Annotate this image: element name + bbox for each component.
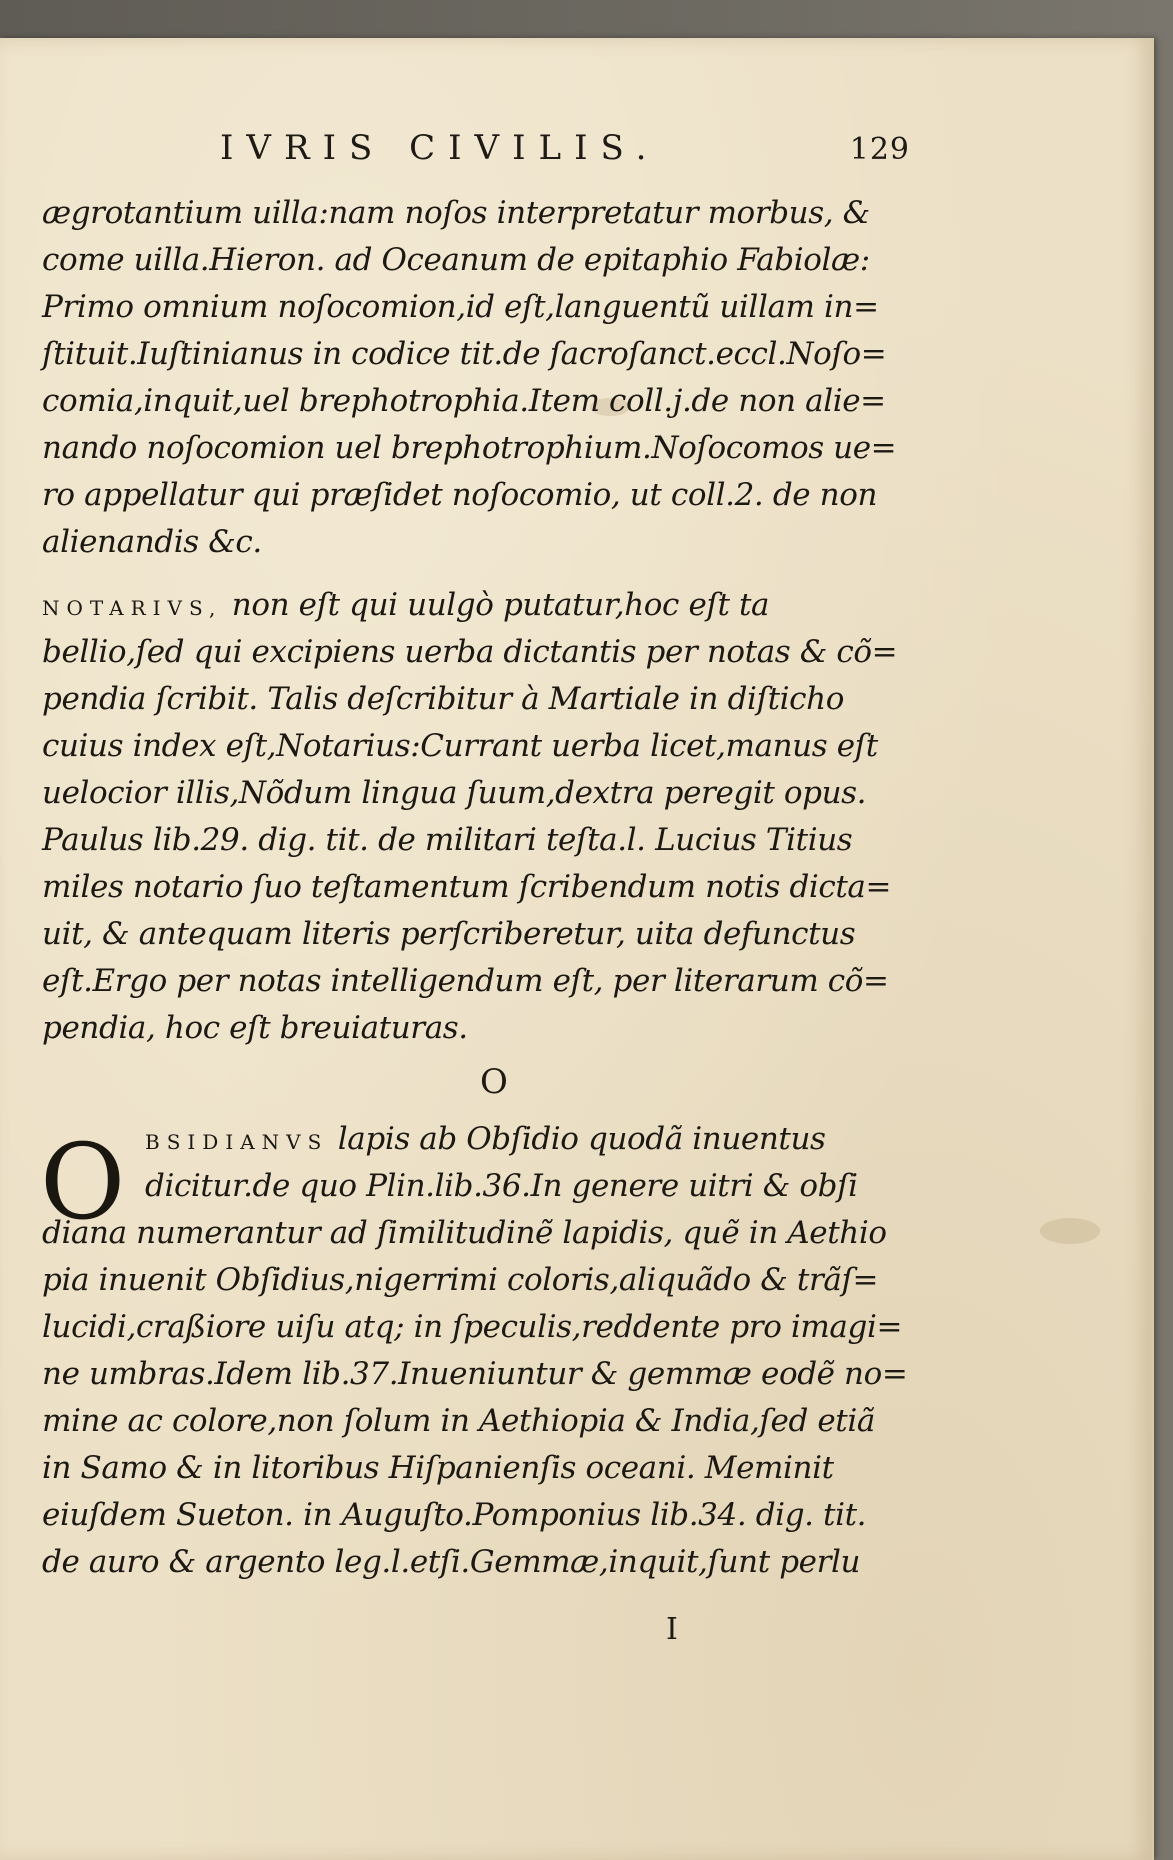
- text-line: uelocior illis,Nõdum lingua ſuum,dextra peregit opus.: [42, 775, 867, 811]
- text-line: alienandis &c.: [42, 524, 262, 560]
- text-line: eſt.Ergo per notas intelligendum eſt, per literarum cõ=: [42, 963, 889, 999]
- text-run: lapis ab Obſidio quodã inuentus: [328, 1121, 826, 1157]
- text-line: diana numerantur ad ſimilitudinẽ lapidis, quẽ in Aethio: [42, 1215, 887, 1251]
- text-line: [42, 584, 769, 626]
- text-line: dicitur.de quo Plin.lib.36.In genere uitri & obſi: [145, 1168, 858, 1204]
- text-line: de auro & argento leg.l.etſi.Gemmæ,inquit,ſunt perlu: [42, 1544, 861, 1580]
- text-line: Primo omnium noſocomion,id eſt,languentũ uillam in=: [42, 289, 879, 325]
- text-line: ro appellatur qui præſidet noſocomio, ut coll.2. de non: [42, 477, 878, 513]
- text-run: non eſt qui uulgò putatur,hoc eſt ta: [222, 587, 770, 623]
- entry-lemma: NOTARIVS,: [42, 596, 223, 620]
- text-line: [145, 1118, 826, 1160]
- text-line: pendia, hoc eſt breuiaturas.: [42, 1010, 468, 1046]
- text-line: ne umbras.Idem lib.37.Inueniuntur & gemmæ eodẽ no=: [42, 1356, 908, 1392]
- text-line: pia inuenit Obſidius,nigerrimi coloris,aliquãdo & trãſ=: [42, 1262, 879, 1298]
- section-letter: O: [480, 1062, 508, 1102]
- paper-stain: [1040, 1218, 1100, 1244]
- text-line: ſtituit.Iuſtinianus in codice tit.de ſacroſanct.eccl.Noſo=: [42, 336, 887, 372]
- text-line: uit, & antequam literis perſcriberetur, uita defunctus: [42, 916, 856, 952]
- drop-cap: O: [40, 1121, 126, 1243]
- text-line: eiuſdem Sueton. in Auguſto.Pomponius lib.34. dig. tit.: [42, 1497, 867, 1533]
- signature-mark: I: [666, 1612, 678, 1647]
- text-line: Paulus lib.29. dig. tit. de militari teſta.l. Lucius Titius: [42, 822, 853, 858]
- text-line: miles notario ſuo teſtamentum ſcribendum notis dicta=: [42, 869, 892, 905]
- text-line: come uilla.Hieron. ad Oceanum de epitaphio Fabiolæ:: [42, 242, 870, 278]
- text-line: lucidi,craßiore uiſu atq; in ſpeculis,reddente pro imagi=: [42, 1309, 903, 1345]
- text-line: comia,inquit,uel brephotrophia.Item coll.j.de non alie=: [42, 383, 886, 419]
- page-header: [190, 128, 910, 168]
- text-line: ægrotantium uilla:nam noſos interpretatur morbus, &: [42, 195, 870, 231]
- running-head: IVRIS CIVILIS.: [220, 128, 660, 168]
- text-line: bellio,ſed qui excipiens uerba dictantis per notas & cõ=: [42, 634, 898, 670]
- text-line: pendia ſcribit. Talis deſcribitur à Martiale in diſticho: [42, 681, 844, 717]
- entry-lemma: BSIDIANVS: [145, 1130, 329, 1154]
- page-number: 129: [849, 132, 910, 167]
- text-line: mine ac colore,non ſolum in Aethiopia & India,ſed etiã: [42, 1403, 875, 1439]
- text-line: in Samo & in litoribus Hiſpanienſis oceani. Meminit: [42, 1450, 834, 1486]
- text-line: cuius index eſt,Notarius:Currant uerba licet,manus eſt: [42, 728, 878, 764]
- text-line: nando noſocomion uel brephotrophium.Noſocomos ue=: [42, 430, 897, 466]
